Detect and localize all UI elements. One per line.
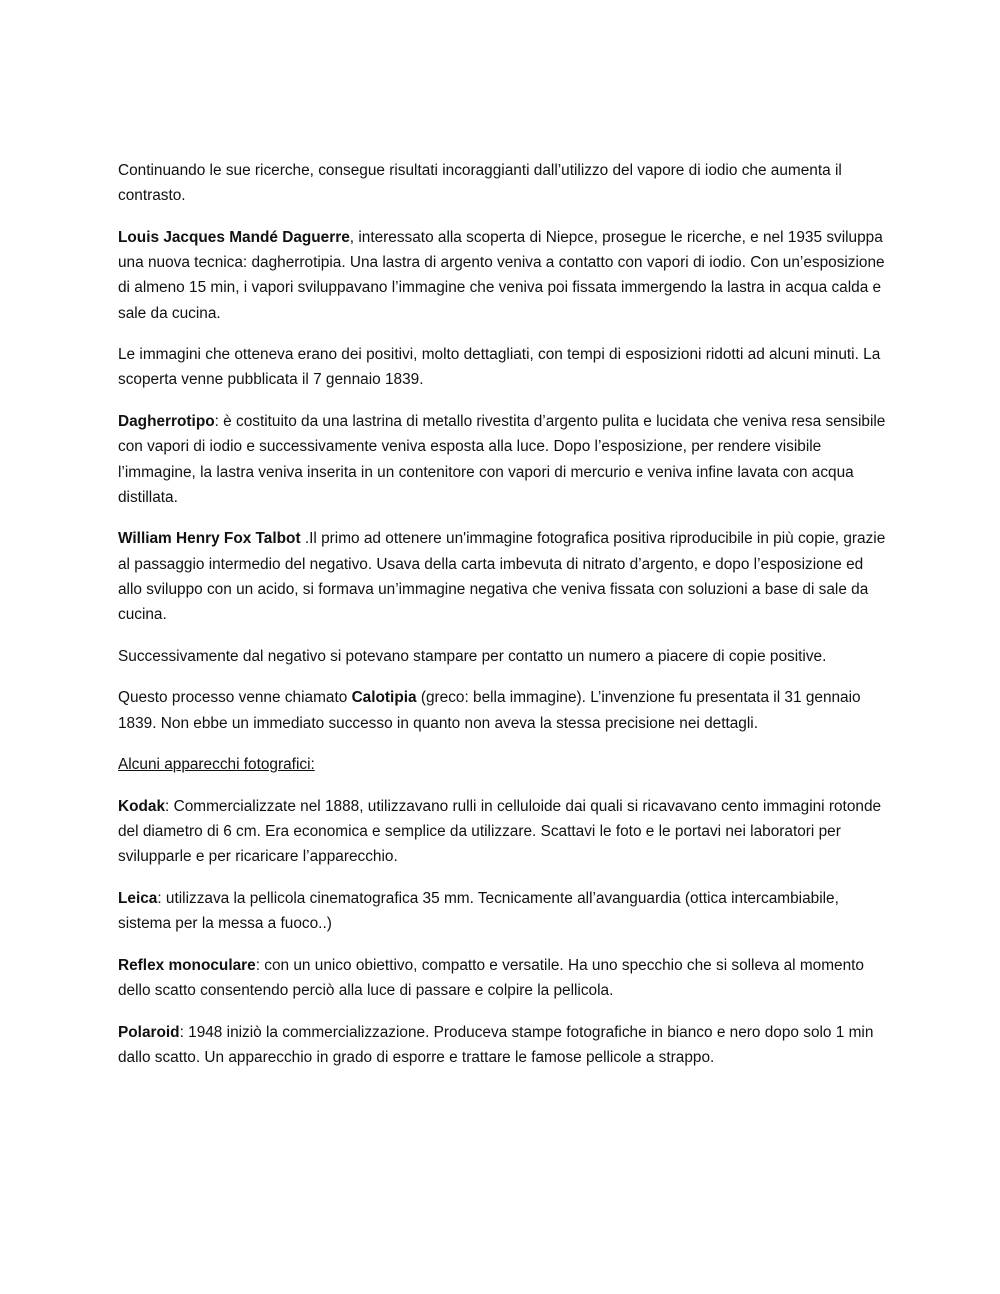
term-kodak: Kodak [118,798,166,816]
paragraph-text: Questo processo venne chiamato [118,689,352,707]
term-talbot: William Henry Fox Talbot [118,530,301,548]
paragraph-daguerre [118,225,888,326]
paragraph-text: Continuando le sue ricerche, consegue risultati incoraggianti dall’utilizzo del vapore di iodio che aumenta il contrasto. [118,162,842,205]
paragraph-dagherrotipo [118,409,888,510]
paragraph-text: : 1948 iniziò la commercializzazione. Produceva stampe fotografiche in bianco e nero dopo solo 1 min dallo scatto. Un apparecchio in grado di esporre e trattare le famose pellicole a strappo. [118,1023,874,1067]
paragraph-text: , interessato alla scoperta di Niepce, prosegue le ricerche, e nel 1935 sviluppa una nuova tecnica: dagherrotipia. Una lastra di argento veniva a contatto con vapori di iodio. Con un’esposizione di almeno 15 min, i vapori sviluppavano l’immagine che veniva poi fissata immergendo la lastra in acqua calda e sale da cucina. [118,228,885,322]
paragraph-talbot [118,526,888,627]
paragraph-text: Successivamente dal negativo si potevano stampare per contatto un numero a piacere di copie positive. [118,647,827,665]
paragraph-text: (greco: bella immagine). L’invenzione fu presentata il 31 gennaio 1839. Non ebbe un immediato successo in quanto non aveva la stessa precisione nei dettagli. [118,689,861,732]
paragraph-reflex [118,953,888,1003]
term-polaroid: Polaroid [118,1023,180,1041]
term-leica: Leica [118,890,158,908]
paragraph-text: : è costituito da una lastrina di metallo rivestita d’argento pulita e lucidata che veniva resa sensibile con vapori di iodio e successivamente veniva esposta alla luce. Dopo l’esposizione, per rendere visibile l’immagine, la lastra veniva inserita in un contenitore con vapori di mercurio e veniva infine lavata con acqua distillata. [118,413,886,506]
paragraph-positive-images [118,342,888,392]
section-heading-cameras [118,752,888,777]
paragraph-negative-copies [118,644,888,669]
paragraph-polaroid [118,1020,888,1070]
paragraph-leica [118,886,888,936]
term-daguerre: Louis Jacques Mandé Daguerre [118,228,350,246]
paragraph-text: : utilizzava la pellicola cinematografica 35 mm. Tecnicamente all’avanguardia (ottica intercambiabile, sistema per la messa a fuoco..) [118,890,839,933]
paragraph-text: .Il primo ad ottenere un'immagine fotografica positiva riproducibile in più copie, grazie al passaggio intermedio del negativo. Usava della carta imbevuta di nitrato d’argento, e dopo l’esposizione ed allo sviluppo con un acido, si formava un’immagine negativa che veniva fissata con soluzioni a base di sale da cucina. [118,530,886,624]
paragraph-text: : con un unico obiettivo, compatto e versatile. Ha uno specchio che si solleva al momento dello scatto consentendo perciò alla luce di passare e colpire la pellicola. [118,957,864,1000]
paragraph-text: Le immagini che otteneva erano dei positivi, molto dettagliati, con tempi di esposizioni ridotti ad alcuni minuti. La scoperta venne pubblicata il 7 gennaio 1839. [118,346,881,389]
paragraph-kodak [118,794,888,870]
term-reflex: Reflex monoculare [118,957,256,975]
document-page [118,158,888,1087]
paragraph-text: : Commercializzate nel 1888, utilizzavano rulli in celluloide dai quali si ricavavano cento immagini rotonde del diametro di 6 cm. Era economica e semplice da utilizzare. Scattavi le foto e le portavi nei laboratori per svilupparle e per ricaricare l’apparecchio. [118,798,882,866]
term-dagherrotipo: Dagherrotipo [118,413,215,431]
paragraph-calotipia [118,685,888,735]
term-calotipia: Calotipia [351,689,417,707]
paragraph-iodine-contrast [118,158,888,208]
section-heading-text: Alcuni apparecchi fotografici: [118,756,315,774]
